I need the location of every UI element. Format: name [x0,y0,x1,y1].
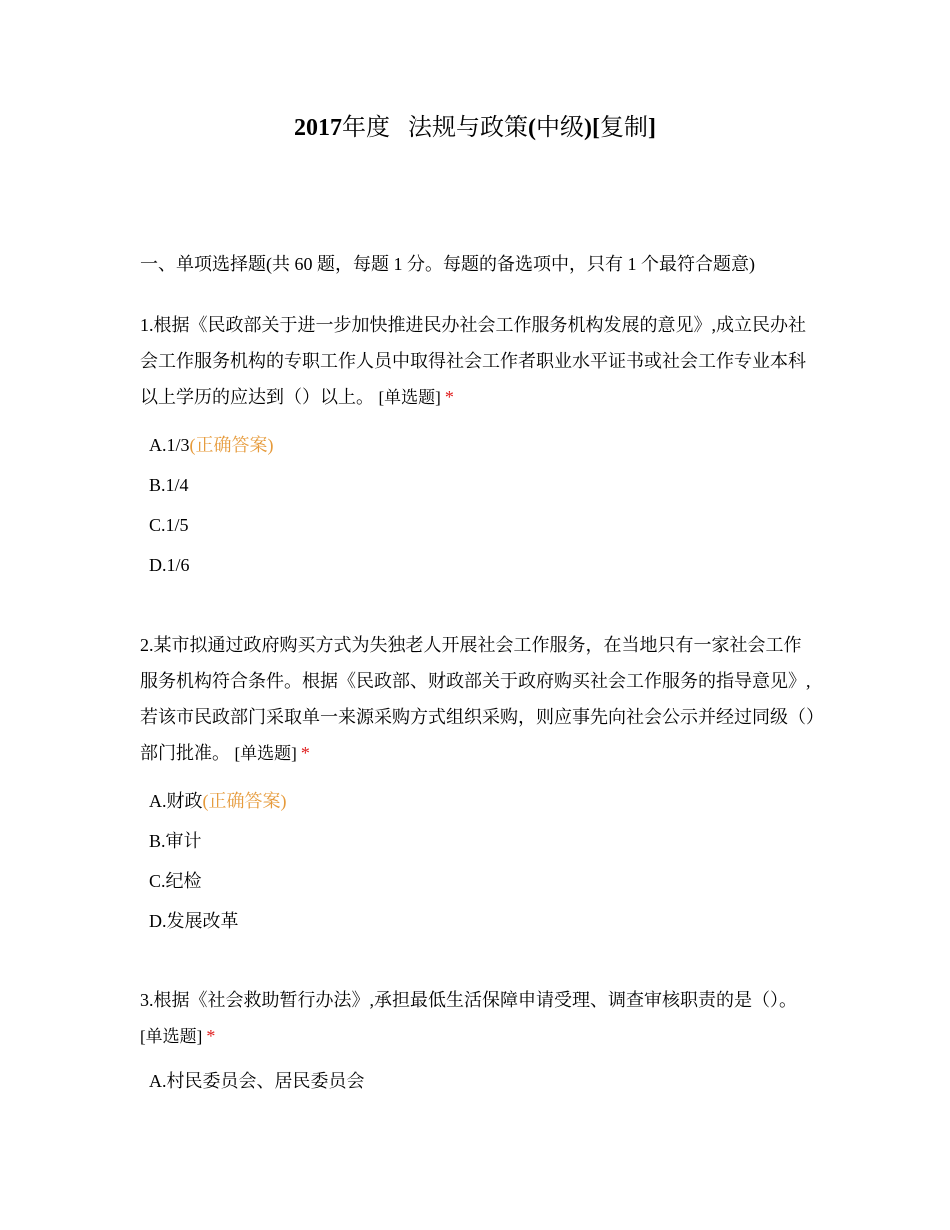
option-3a[interactable]: A.村民委员会、居民委员会 [149,1071,365,1091]
question-2 [140,627,815,772]
required-marker: * [300,743,310,763]
title-bracket-open: [ [592,115,600,141]
option-1a[interactable]: A.1/3(正确答案) [149,435,274,455]
page-title [0,110,950,146]
correct-answer-label: (正确答案) [189,435,274,455]
required-marker: * [206,1026,216,1046]
correct-answer-label: (正确答案) [202,791,287,811]
question-text: 1.根据《民政部关于进一步加快推进民办社会工作服务机构发展的意见》,成立民办社会工作服务机构的专职工作人员中取得社会工作者职业水平证书或社会工作专业本科以上学历的应达到（）以上。 [140,315,806,407]
option-2b[interactable]: B.审计 [149,831,202,851]
option-2d[interactable]: D.发展改革 [149,911,239,931]
question-text: 3.根据《社会救助暂行办法》,承担最低生活保障申请受理、调查审核职责的是（）。 [140,990,797,1010]
question-type: [单选题] [234,744,297,763]
required-marker: * [444,387,454,407]
title-nian: 年度 [342,115,390,141]
title-level: 中级 [536,115,584,141]
option-1c[interactable]: C.1/5 [149,515,189,535]
question-type: [单选题] [378,388,441,407]
option-2a[interactable]: A.财政(正确答案) [149,791,287,811]
section-header: 一、单项选择题(共 60 题，每题 1 分。每题的备选项中，只有 1 个最符合题意) [140,254,755,274]
option-1b[interactable]: B.1/4 [149,475,189,495]
question-text: 2.某市拟通过政府购买方式为失独老人开展社会工作服务，在当地只有一家社会工作服务机构符合条件。根据《民政部、财政部关于政府购买社会工作服务的指导意见》,若该市民政部门采取单一来源采购方式组织采购，则应事先向社会公示并经过同级（）部门批准。 [140,635,815,763]
title-paren-open: ( [528,115,536,141]
title-paren-close: ) [584,115,592,141]
title-subject: 法规与政策 [408,115,528,141]
title-year: 2017 [294,115,342,141]
question-1 [140,307,815,416]
option-2c[interactable]: C.纪检 [149,871,202,891]
title-bracket-close: ] [648,115,656,141]
question-3 [140,982,815,1055]
title-copy: 复制 [600,115,648,141]
option-1d[interactable]: D.1/6 [149,555,190,575]
question-type: [单选题] [140,1027,203,1046]
